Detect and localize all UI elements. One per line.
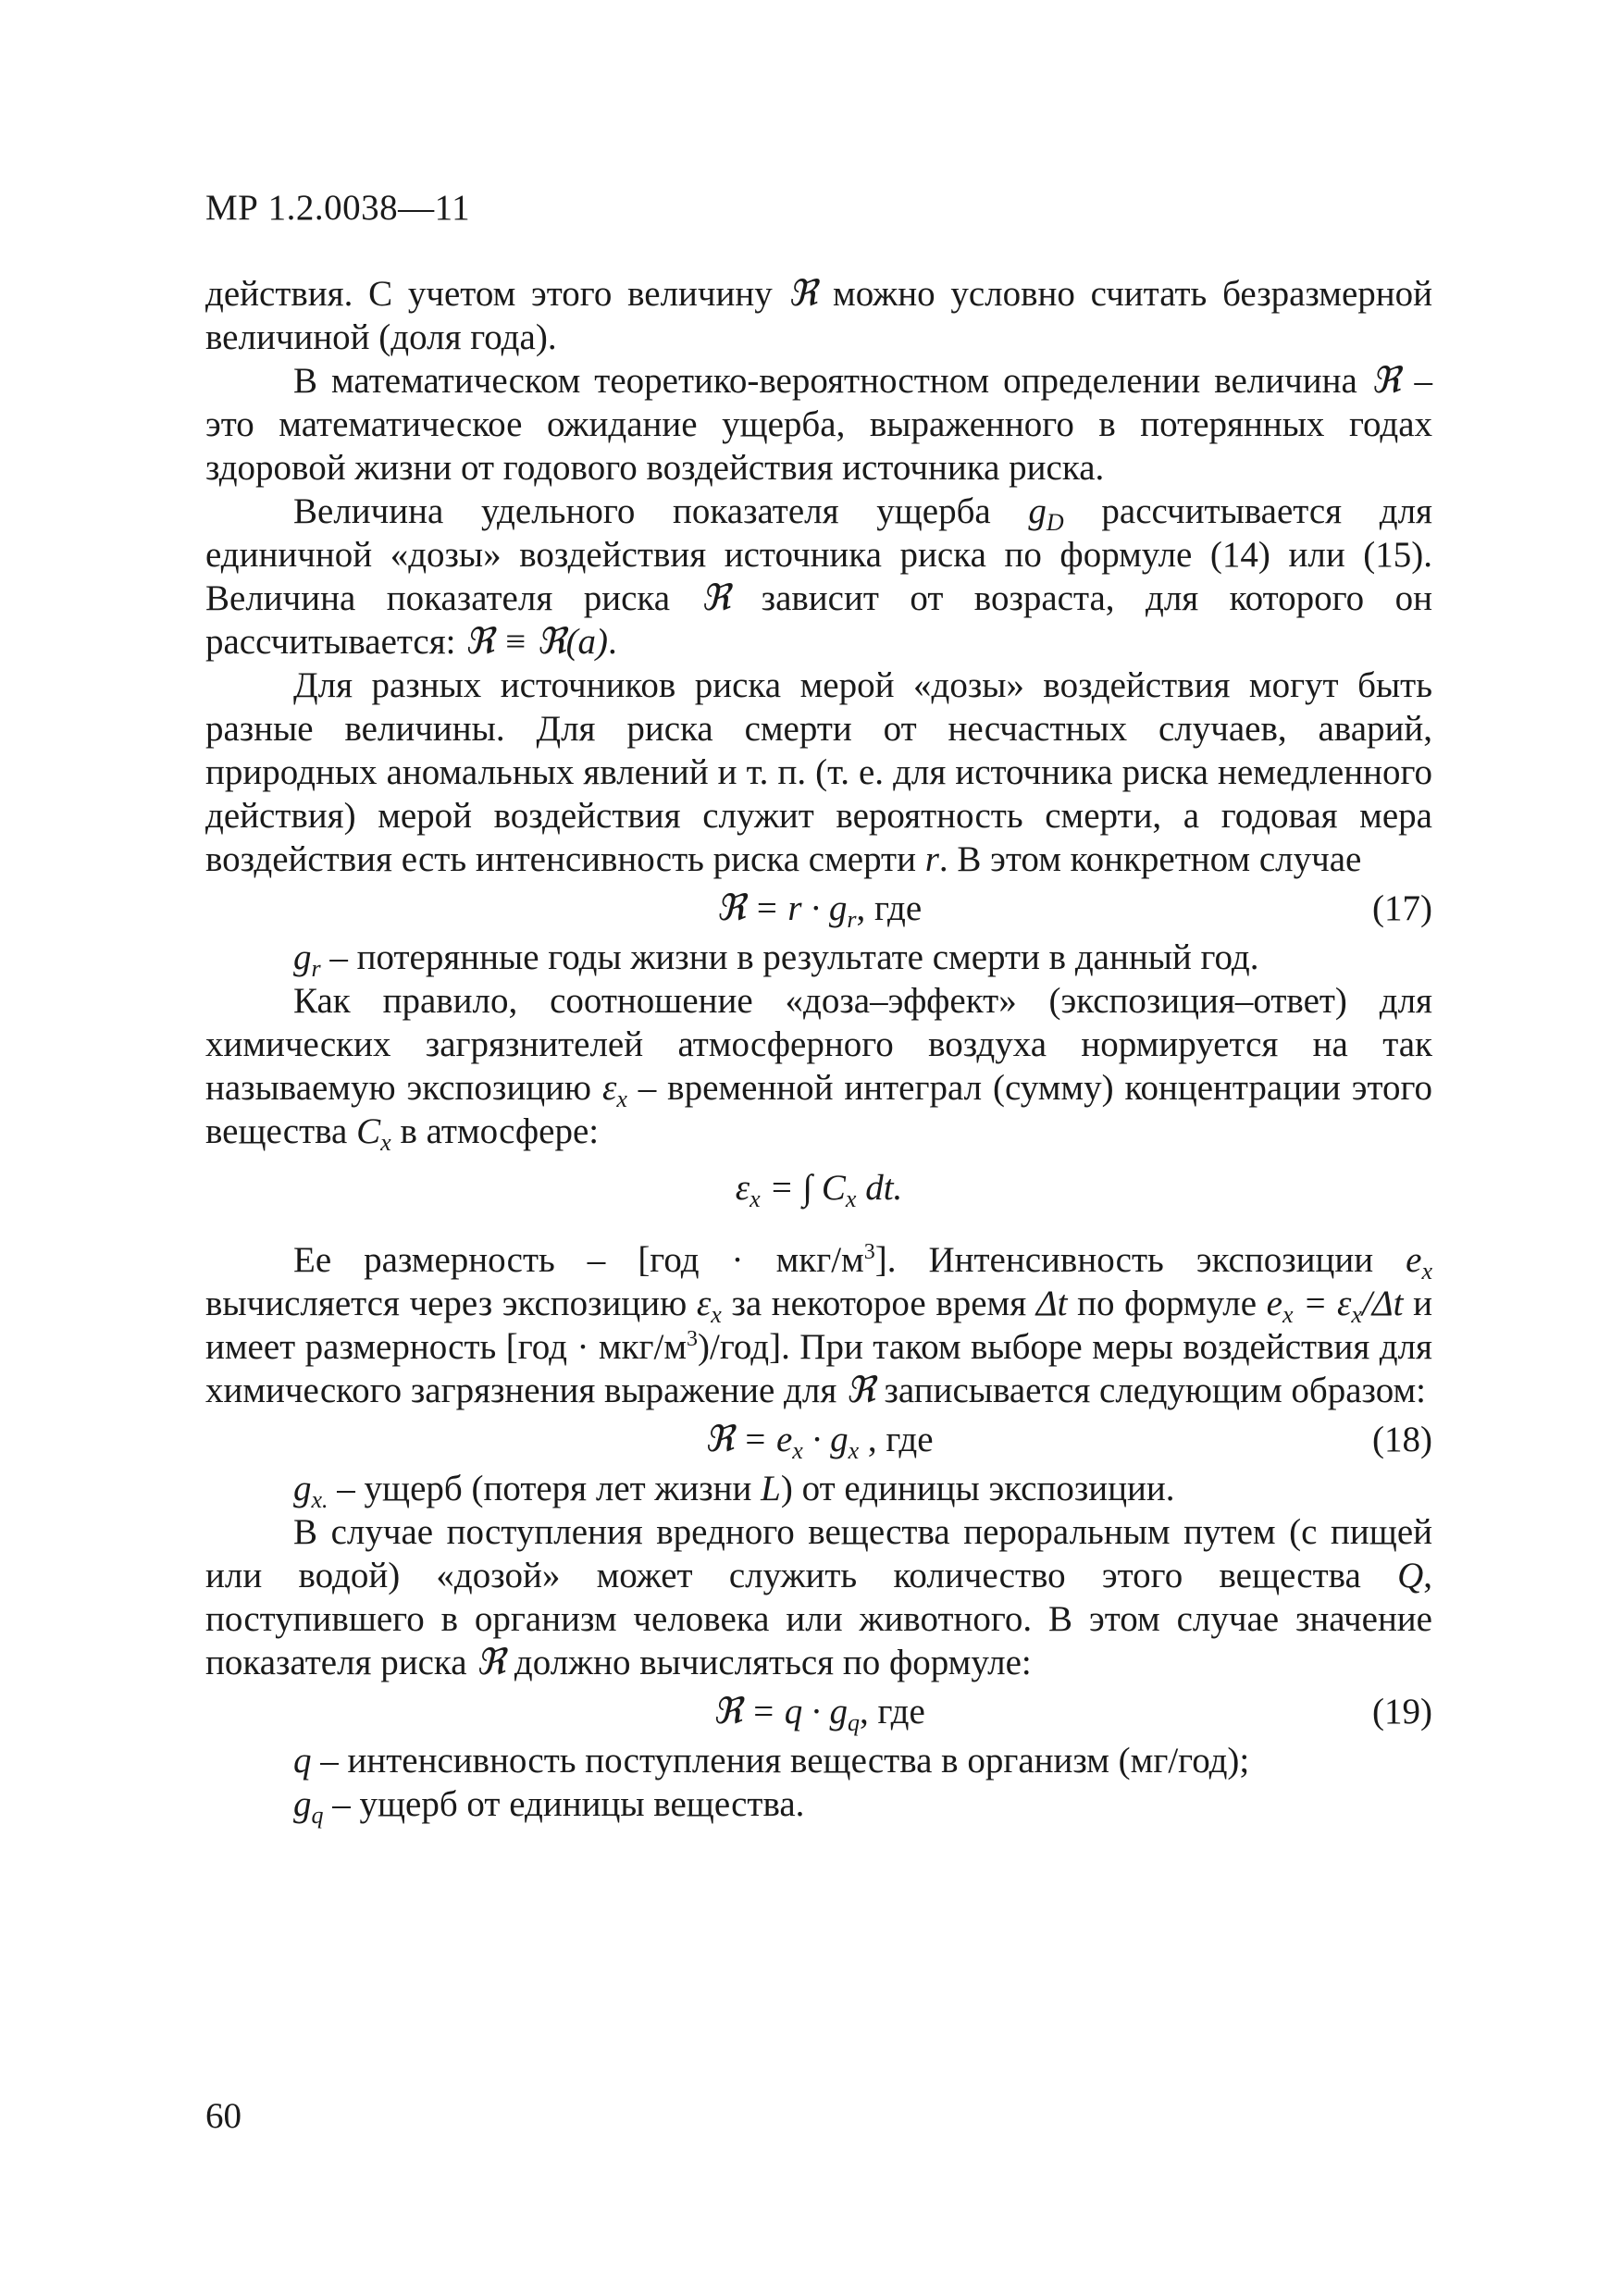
math-subscript: r <box>311 955 321 982</box>
formula-text: , где <box>859 1420 934 1459</box>
formula-number: (17) <box>1372 888 1432 928</box>
math-subscript: q <box>848 1709 861 1736</box>
superscript: 3 <box>687 1327 699 1351</box>
formula-expression <box>205 887 1432 933</box>
page-number: 60 <box>205 2096 242 2136</box>
text-run: можно условно считать безразмерной величиной (доля года). <box>205 274 1433 357</box>
text-run: – потерянные годы жизни в результате смерти в данный год. <box>320 937 1259 977</box>
paragraph <box>205 1782 1432 1829</box>
math-subscript: D <box>1046 509 1064 536</box>
text-run: ]. Интенсивность экспозиции <box>874 1240 1406 1280</box>
text-run: действия. С учетом этого величину <box>205 274 788 314</box>
text-run: записывается следующим образом: <box>874 1371 1426 1410</box>
risk-symbol: ℜ <box>476 1643 506 1682</box>
math-subscript: x <box>616 1086 627 1112</box>
math-subscript: x <box>845 1185 857 1212</box>
paragraph <box>205 359 1432 490</box>
text-run: – ущерб от единицы вещества. <box>323 1784 805 1824</box>
math-variable: g <box>293 1469 312 1508</box>
risk-symbol: ℜ <box>787 274 818 314</box>
formula-lhs: ε <box>735 1168 750 1208</box>
text-run: Для разных источников риска мерой «дозы» воздействия могут быть разные величины. Для риска смерти от несчастных случаев, аварий, природных аномальных явлений и т. п. (т. е. для источника риска немедленного действия) мерой воздействия служит вероятность смерти, а годовая мера воздействия есть интенсивность риска смерти <box>205 665 1432 879</box>
math-subscript: x <box>1421 1258 1432 1285</box>
text-run: Как правило, соотношение «доза–эффект» (экспозиция–ответ) для химических загрязнителей атмосферного воздуха нормируется на так называемую экспозицию <box>205 981 1432 1108</box>
inline-equation: /Δt <box>1361 1284 1404 1323</box>
math-variable: e <box>1406 1240 1422 1280</box>
formula-expression <box>205 1418 1432 1464</box>
text-run: В случае поступления вредного вещества пероральным путем (с пищей или водой) «дозой» может служить количество этого вещества <box>205 1512 1432 1595</box>
math-variable: Δt <box>1035 1284 1068 1323</box>
text-run: ) от единицы экспозиции. <box>780 1469 1175 1508</box>
math-variable: L <box>761 1469 781 1508</box>
formula-text: dt. <box>856 1168 903 1208</box>
math-subscript: x <box>750 1185 761 1212</box>
formula-lhs: ℜ = r · g <box>715 888 848 928</box>
math-variable: g <box>293 937 312 977</box>
math-variable: r <box>924 839 939 879</box>
text-run: должно вычисляться по формуле: <box>505 1643 1032 1682</box>
inline-equation: ℜ ≡ ℜ(a) <box>465 622 609 662</box>
text-run: зависит от возраста, для которого он рассчитывается: <box>205 578 1432 662</box>
math-subscript: x <box>792 1437 803 1464</box>
formula-17 <box>205 887 1432 933</box>
paragraph <box>205 1510 1432 1684</box>
formula-lhs: ℜ = q · g <box>712 1692 849 1731</box>
text-run: в атмосфере: <box>390 1111 600 1151</box>
text-run: рассчитывается для единичной «дозы» воздействия источника риска по формуле (14) или (15). Величина показателя риска <box>205 491 1432 618</box>
formula-text: , где <box>856 888 923 928</box>
math-subscript: x <box>848 1437 860 1464</box>
math-variable: ε <box>696 1284 712 1323</box>
paragraph <box>205 936 1432 982</box>
text-run: , поступившего в организм человека или животного. В этом случае значение показателя риска <box>205 1556 1432 1682</box>
formula-text: = ∫ C <box>760 1168 846 1208</box>
risk-symbol: ℜ <box>700 578 731 618</box>
text-run: . В этом конкретном случае <box>938 839 1362 879</box>
math-variable: Q <box>1397 1556 1424 1595</box>
math-variable: C <box>356 1111 381 1151</box>
math-variable: e <box>1266 1284 1282 1323</box>
risk-symbol: ℜ <box>1370 361 1401 401</box>
math-variable: g <box>1028 491 1047 531</box>
text-run: по формуле <box>1067 1284 1267 1323</box>
text-run: – временной интеграл (сумму) концентрации этого вещества <box>205 1068 1432 1151</box>
math-variable: g <box>293 1784 312 1824</box>
math-subscript: x <box>711 1301 722 1328</box>
risk-symbol: ℜ <box>846 1371 875 1410</box>
paragraph <box>205 1739 1432 1782</box>
math-subscript: r <box>847 906 857 933</box>
text-run: Величина удельного показателя ущерба <box>293 491 1029 531</box>
formula-18 <box>205 1418 1432 1464</box>
text-run: )/год]. При таком выборе меры воздействия для химического загрязнения выражение для <box>205 1327 1432 1410</box>
math-variable: q <box>293 1741 312 1781</box>
formula-exposure <box>205 1166 1432 1220</box>
formula-expression <box>205 1690 1432 1736</box>
formula-number: (19) <box>1372 1692 1432 1731</box>
formula-lhs: ℜ = e <box>704 1420 793 1459</box>
math-subscript: x <box>380 1129 391 1156</box>
paragraph <box>205 490 1432 664</box>
text-run: . <box>608 622 617 662</box>
superscript: 3 <box>863 1240 875 1264</box>
formula-text: , где <box>860 1692 925 1731</box>
main-text <box>205 272 1433 1829</box>
paragraph <box>205 664 1432 881</box>
text-run: за некоторое время <box>721 1284 1036 1323</box>
text-run: – интенсивность поступления вещества в организм (мг/год); <box>311 1741 1250 1781</box>
math-subscript: x. <box>311 1486 328 1513</box>
text-run: В математическом теоретико-вероятностном определении величина <box>293 361 1371 401</box>
math-variable: ε <box>601 1068 617 1108</box>
text-run: Ее размерность – [год · мкг/м <box>293 1240 864 1280</box>
formula-19 <box>205 1690 1432 1736</box>
formula-text: · g <box>802 1420 849 1459</box>
text-run: и имеет размерность [год · мкг/м <box>205 1284 1432 1367</box>
formula-expression <box>205 1166 1432 1210</box>
formula-number: (18) <box>1372 1420 1432 1459</box>
paragraph <box>205 1238 1432 1412</box>
math-subscript: x <box>1351 1301 1362 1328</box>
inline-equation: = ε <box>1293 1284 1352 1323</box>
text-run: вычисляется через экспозицию <box>205 1284 697 1323</box>
text-run: – это математическое ожидание ущерба, выраженного в потерянных годах здоровой жизни от годового воздействия источника риска. <box>205 361 1433 488</box>
text-run: – ущерб (потеря лет жизни <box>328 1469 762 1508</box>
paragraph <box>205 272 1432 359</box>
paragraph <box>205 979 1432 1156</box>
math-subscript: q <box>311 1802 324 1829</box>
paragraph <box>205 1467 1432 1513</box>
math-subscript: x <box>1282 1301 1294 1328</box>
running-header: МР 1.2.0038—11 <box>205 188 471 228</box>
